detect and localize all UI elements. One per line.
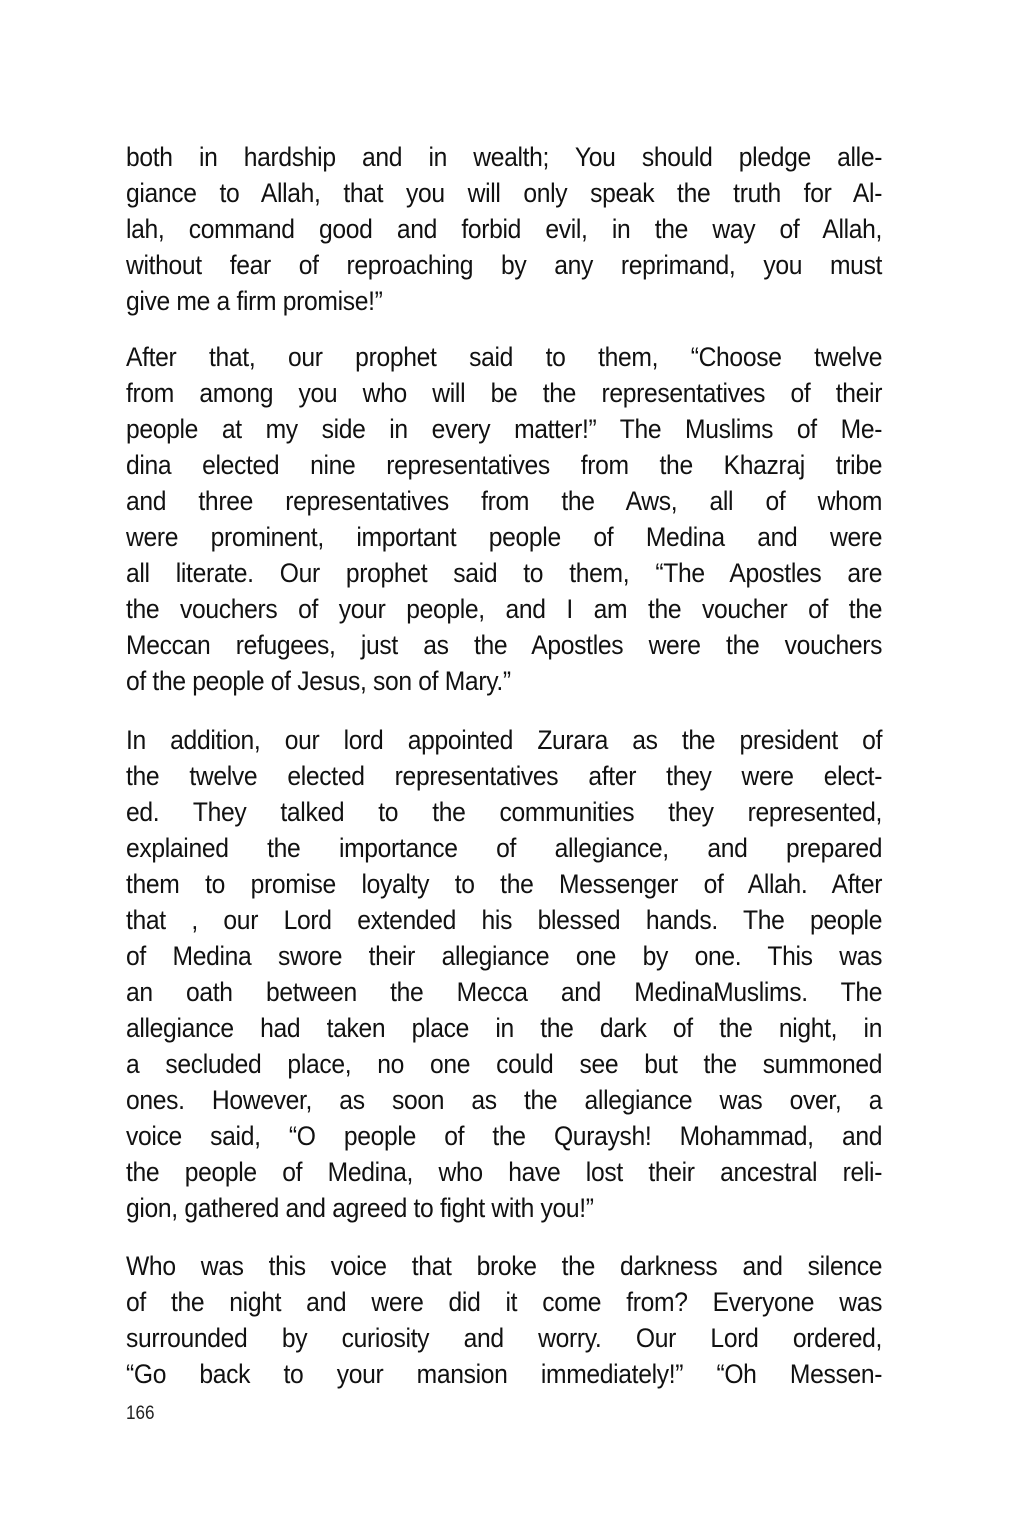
paragraph-1 [126, 139, 882, 319]
text-line: ones. However, as soon as the allegiance was over, a [126, 1085, 883, 1115]
text-line: that , our Lord extended his blessed hands. The people [126, 905, 883, 935]
text-line: the people of Medina, who have lost their ancestral reli- [126, 1157, 883, 1187]
text-line: give me a firm promise!” [126, 286, 383, 316]
text-line: voice said, “O people of the Quraysh! Mohammad, and [126, 1121, 883, 1151]
text-line: giance to Allah, that you will only speak the truth for Al- [126, 178, 883, 208]
text-line: lah, command good and forbid evil, in the way of Allah, [126, 214, 883, 244]
text-line: In addition, our lord appointed Zurara as the president of [126, 725, 883, 755]
text-line: the vouchers of your people, and I am the voucher of the [126, 594, 883, 624]
paragraph-2 [126, 339, 882, 699]
text-line: a secluded place, no one could see but the summoned [126, 1049, 883, 1079]
text-line: After that, our prophet said to them, “Choose twelve [126, 342, 883, 372]
text-line: both in hardship and in wealth; You should pledge alle- [126, 142, 883, 172]
text-line: gion, gathered and agreed to fight with you!” [126, 1193, 594, 1223]
text-line: people at my side in every matter!” The Muslims of Me- [126, 414, 883, 444]
text-line: and three representatives from the Aws, all of whom [126, 486, 883, 516]
page-number: 166 [126, 1403, 155, 1424]
text-line: “Go back to your mansion immediately!” “Oh Messen- [126, 1359, 883, 1389]
text-line: of the night and were did it come from? Everyone was [126, 1287, 883, 1317]
text-line: without fear of reproaching by any reprimand, you must [126, 250, 883, 280]
text-line: all literate. Our prophet said to them, “The Apostles are [126, 558, 883, 588]
text-line: of the people of Jesus, son of Mary.” [126, 666, 511, 696]
text-line: surrounded by curiosity and worry. Our Lord ordered, [126, 1323, 883, 1353]
paragraph-4 [126, 1248, 882, 1392]
text-line: dina elected nine representatives from the Khazraj tribe [126, 450, 883, 480]
text-line: ed. They talked to the communities they represented, [126, 797, 883, 827]
paragraph-3 [126, 722, 882, 1226]
text-line: an oath between the Mecca and MedinaMuslims. The [126, 977, 883, 1007]
text-line: allegiance had taken place in the dark of the night, in [126, 1013, 883, 1043]
text-line: explained the importance of allegiance, and prepared [126, 833, 883, 863]
text-line: were prominent, important people of Medina and were [126, 522, 883, 552]
text-line: from among you who will be the representatives of their [126, 378, 883, 408]
text-line: Meccan refugees, just as the Apostles were the vouchers [126, 630, 883, 660]
text-line: Who was this voice that broke the darkness and silence [126, 1251, 883, 1281]
text-line: them to promise loyalty to the Messenger of Allah. After [126, 869, 883, 899]
text-line: the twelve elected representatives after they were elect- [126, 761, 883, 791]
text-line: of Medina swore their allegiance one by one. This was [126, 941, 883, 971]
